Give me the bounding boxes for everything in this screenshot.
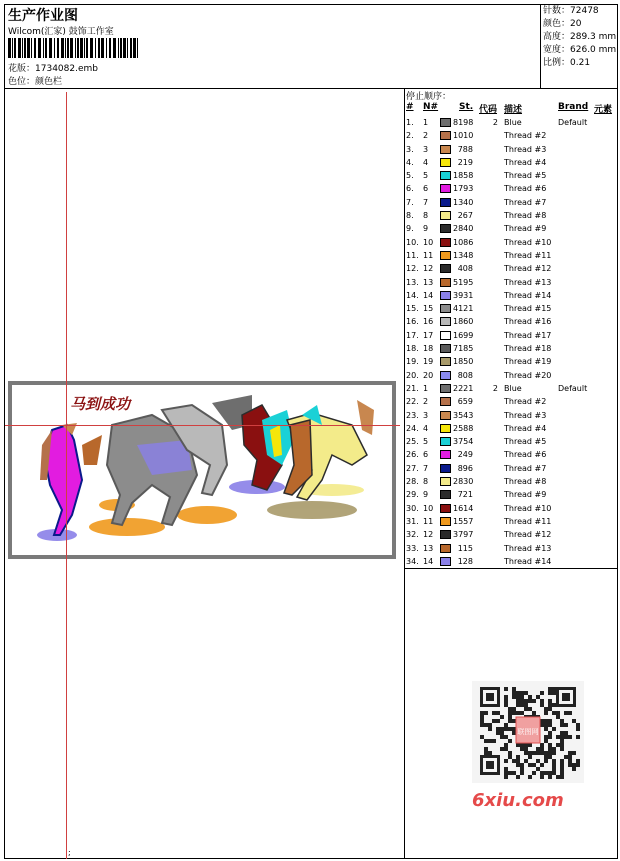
color-swatch — [440, 530, 451, 539]
color-swatch — [440, 278, 451, 287]
header-description: 描述 — [504, 105, 523, 115]
sequence-row — [404, 355, 618, 368]
sequence-row — [404, 502, 618, 515]
sequence-row — [404, 395, 618, 408]
row-description: Thread #8 — [504, 211, 547, 221]
sequence-row — [404, 196, 618, 209]
row-index: 15. — [406, 304, 419, 314]
color-swatch — [440, 544, 451, 553]
row-stitches: 1858 — [453, 171, 474, 181]
stat-stitches: 针数：72478 — [543, 6, 599, 16]
row-index: 26. — [406, 450, 419, 460]
sequence-row — [404, 462, 618, 475]
sequence-row — [404, 169, 618, 182]
row-stitches: 2221 — [453, 383, 474, 393]
row-index: 10. — [406, 237, 419, 247]
color-swatch — [440, 371, 451, 380]
colorway-label: 色位： — [8, 77, 36, 87]
color-swatch — [440, 211, 451, 220]
row-description: Thread #2 — [504, 131, 547, 141]
header-brand: Brand — [558, 102, 589, 112]
sequence-row — [404, 209, 618, 222]
row-code: 2 — [492, 383, 498, 393]
row-index: 4. — [406, 157, 414, 167]
row-description: Thread #6 — [504, 184, 547, 194]
row-stitches: 659 — [457, 397, 473, 407]
row-index: 3. — [406, 144, 414, 154]
row-needle: 6 — [423, 450, 429, 460]
row-stitches: 219 — [457, 157, 473, 167]
sequence-row — [404, 236, 618, 249]
sequence-row — [404, 382, 618, 395]
row-stitches: 1340 — [453, 197, 474, 207]
barcode — [8, 38, 140, 58]
row-index: 25. — [406, 437, 419, 447]
row-needle: 13 — [423, 277, 434, 287]
header-divider — [4, 88, 618, 89]
stop-sequence-title: 停止顺序： — [406, 92, 452, 102]
row-description: Thread #15 — [504, 304, 552, 314]
row-description: Thread #16 — [504, 317, 552, 327]
row-stitches: 788 — [457, 144, 473, 154]
row-stitches: 1086 — [453, 237, 474, 247]
header-needle: N# — [423, 102, 439, 112]
row-stitches: 7185 — [453, 344, 474, 354]
row-stitches: 1699 — [453, 330, 474, 340]
row-stitches: 2830 — [453, 477, 474, 487]
header-element: 元素 — [594, 105, 613, 115]
row-description: Thread #6 — [504, 450, 547, 460]
sequence-row — [404, 143, 618, 156]
row-needle: 4 — [423, 157, 429, 167]
sequence-row — [404, 182, 618, 195]
sequence-row — [404, 369, 618, 382]
sequence-row — [404, 222, 618, 235]
row-description: Thread #7 — [504, 197, 547, 207]
sequence-row — [404, 315, 618, 328]
row-needle: 20 — [423, 370, 434, 380]
color-swatch — [440, 424, 451, 433]
sequence-row — [404, 448, 618, 461]
row-needle: 1 — [423, 118, 429, 127]
color-swatch — [440, 464, 451, 473]
row-stitches: 2840 — [453, 224, 474, 234]
color-swatch — [440, 224, 451, 233]
row-description: Thread #2 — [504, 397, 547, 407]
sequence-row — [404, 342, 618, 355]
row-stitches: 1557 — [453, 516, 474, 526]
qr-stamp: 联图网 — [517, 728, 539, 736]
row-needle: 18 — [423, 344, 434, 354]
row-description: Thread #12 — [504, 530, 552, 540]
row-index: 16. — [406, 317, 419, 327]
row-needle: 10 — [423, 237, 434, 247]
row-index: 18. — [406, 344, 419, 354]
row-index: 11. — [406, 250, 419, 260]
row-index: 30. — [406, 503, 419, 513]
row-needle: 9 — [423, 490, 429, 500]
row-needle: 19 — [423, 357, 434, 367]
stop-sequence-table — [404, 116, 618, 568]
color-swatch — [440, 238, 451, 247]
row-index: 23. — [406, 410, 419, 420]
color-swatch — [440, 198, 451, 207]
sequence-row — [404, 129, 618, 142]
row-needle: 16 — [423, 317, 434, 327]
row-description: Thread #8 — [504, 477, 547, 487]
sequence-row — [404, 329, 618, 342]
sequence-bottom-divider — [404, 568, 618, 569]
header-index: # — [406, 102, 414, 112]
sequence-row — [404, 488, 618, 501]
sequence-row — [404, 262, 618, 275]
row-description: Thread #10 — [504, 237, 552, 247]
row-description: Thread #4 — [504, 157, 547, 167]
colorway-value: 颜色栏 — [35, 77, 63, 87]
row-description: Thread #4 — [504, 423, 547, 433]
center-guide-horizontal — [5, 425, 400, 426]
color-swatch — [440, 264, 451, 273]
row-stitches: 8198 — [453, 118, 474, 127]
row-needle: 7 — [423, 197, 429, 207]
color-swatch — [440, 145, 451, 154]
color-swatch — [440, 397, 451, 406]
color-swatch — [440, 317, 451, 326]
row-description: Blue — [504, 383, 522, 393]
row-stitches: 1860 — [453, 317, 474, 327]
row-index: 31. — [406, 516, 419, 526]
row-index: 12. — [406, 264, 419, 274]
color-swatch — [440, 557, 451, 566]
company-name: Wilcom(汇家) 鼓饰工作室 — [8, 27, 114, 37]
row-stitches: 249 — [457, 450, 473, 460]
row-index: 21. — [406, 383, 419, 393]
color-swatch — [440, 118, 451, 127]
row-stitches: 3931 — [453, 290, 474, 300]
row-needle: 6 — [423, 184, 429, 194]
color-swatch — [440, 304, 451, 313]
qr-code — [472, 681, 584, 783]
stat-height: 高度：289.3 mm — [543, 32, 617, 42]
row-description: Thread #17 — [504, 330, 552, 340]
row-stitches: 1348 — [453, 250, 474, 260]
row-needle: 14 — [423, 556, 434, 566]
row-index: 19. — [406, 357, 419, 367]
row-description: Thread #9 — [504, 224, 547, 234]
stat-scale: 比例：0.21 — [543, 58, 591, 68]
row-description: Thread #5 — [504, 171, 547, 181]
row-index: 28. — [406, 477, 419, 487]
row-stitches: 808 — [457, 370, 473, 380]
sequence-row — [404, 249, 618, 262]
color-swatch — [440, 504, 451, 513]
row-index: 27. — [406, 463, 419, 473]
row-index: 24. — [406, 423, 419, 433]
color-swatch — [440, 291, 451, 300]
row-needle: 8 — [423, 477, 429, 487]
row-index: 5. — [406, 171, 414, 181]
color-swatch — [440, 437, 451, 446]
color-swatch — [440, 331, 451, 340]
color-swatch — [440, 344, 451, 353]
sequence-row — [404, 555, 618, 568]
row-index: 13. — [406, 277, 419, 287]
row-needle: 14 — [423, 290, 434, 300]
row-needle: 15 — [423, 304, 434, 314]
color-swatch — [440, 184, 451, 193]
row-index: 32. — [406, 530, 419, 540]
row-description: Thread #13 — [504, 277, 552, 287]
design-caption: 马到成功 — [70, 395, 131, 413]
sequence-row — [404, 156, 618, 169]
design-file-value: 1734082.emb — [35, 64, 98, 74]
row-index: 17. — [406, 330, 419, 340]
row-needle: 5 — [423, 171, 429, 181]
color-swatch — [440, 490, 451, 499]
row-stitches: 3797 — [453, 530, 474, 540]
row-description: Thread #3 — [504, 410, 547, 420]
sequence-row — [404, 515, 618, 528]
header-code: 代码 — [479, 105, 498, 115]
row-needle: 11 — [423, 516, 434, 526]
row-index: 2. — [406, 131, 414, 141]
row-stitches: 4121 — [453, 304, 474, 314]
sequence-row — [404, 302, 618, 315]
row-description: Thread #18 — [504, 344, 552, 354]
color-swatch — [440, 477, 451, 486]
row-description: Thread #19 — [504, 357, 552, 367]
row-needle: 1 — [423, 383, 429, 393]
row-description: Thread #5 — [504, 437, 547, 447]
color-swatch — [440, 450, 451, 459]
row-description: Thread #20 — [504, 370, 552, 380]
row-stitches: 896 — [457, 463, 473, 473]
row-needle: 3 — [423, 144, 429, 154]
design-stats — [543, 5, 616, 70]
row-stitches: 3543 — [453, 410, 474, 420]
watermark-site: 6xiu.com — [472, 790, 564, 811]
row-needle: 13 — [423, 543, 434, 553]
row-description: Thread #13 — [504, 543, 552, 553]
row-description: Thread #11 — [504, 516, 552, 526]
row-index: 34. — [406, 556, 419, 566]
sequence-row — [404, 422, 618, 435]
sequence-row — [404, 542, 618, 555]
row-description: Blue — [504, 118, 522, 127]
row-stitches: 1010 — [453, 131, 474, 141]
color-swatch — [440, 251, 451, 260]
row-needle: 2 — [423, 131, 429, 141]
row-index: 14. — [406, 290, 419, 300]
row-description: Thread #14 — [504, 556, 552, 566]
sequence-row — [404, 475, 618, 488]
page-title: 生产作业图 — [8, 8, 78, 24]
row-stitches: 3754 — [453, 437, 474, 447]
row-needle: 5 — [423, 437, 429, 447]
row-needle: 17 — [423, 330, 434, 340]
row-stitches: 1850 — [453, 357, 474, 367]
row-index: 9. — [406, 224, 414, 234]
header-divider-vertical — [540, 4, 541, 89]
row-stitches: 267 — [457, 211, 473, 221]
row-index: 33. — [406, 543, 419, 553]
row-index: 20. — [406, 370, 419, 380]
row-stitches: 128 — [457, 556, 473, 566]
row-brand: Default — [558, 383, 588, 393]
design-file-label: 花版： — [8, 64, 36, 74]
color-swatch — [440, 357, 451, 366]
row-index: 7. — [406, 197, 414, 207]
row-needle: 12 — [423, 530, 434, 540]
row-code: 2 — [492, 118, 498, 127]
row-stitches: 1614 — [453, 503, 474, 513]
embroidery-artwork — [12, 385, 392, 555]
color-swatch — [440, 384, 451, 393]
row-index: 6. — [406, 184, 414, 194]
row-needle: 11 — [423, 250, 434, 260]
row-stitches: 115 — [457, 543, 473, 553]
sequence-row — [404, 528, 618, 541]
row-index: 8. — [406, 211, 414, 221]
row-needle: 3 — [423, 410, 429, 420]
color-swatch — [440, 158, 451, 167]
row-description: Thread #7 — [504, 463, 547, 473]
row-stitches: 721 — [457, 490, 473, 500]
row-needle: 2 — [423, 397, 429, 407]
sequence-row — [404, 276, 618, 289]
color-swatch — [440, 131, 451, 140]
stat-colors: 颜色：20 — [543, 19, 582, 29]
row-stitches: 1793 — [453, 184, 474, 194]
row-brand: Default — [558, 118, 588, 127]
colorway-line — [8, 74, 62, 87]
sequence-row — [404, 435, 618, 448]
row-needle: 7 — [423, 463, 429, 473]
row-index: 29. — [406, 490, 419, 500]
sequence-row — [404, 289, 618, 302]
header-stitches: St. — [459, 102, 474, 112]
color-swatch — [440, 411, 451, 420]
row-needle: 10 — [423, 503, 434, 513]
row-needle: 8 — [423, 211, 429, 221]
sequence-row — [404, 116, 618, 129]
footer-mark: ; — [68, 848, 71, 857]
row-description: Thread #11 — [504, 250, 552, 260]
row-stitches: 2588 — [453, 423, 474, 433]
color-swatch — [440, 517, 451, 526]
row-needle: 12 — [423, 264, 434, 274]
color-swatch — [440, 171, 451, 180]
sequence-row — [404, 409, 618, 422]
row-needle: 9 — [423, 224, 429, 234]
center-guide-vertical — [66, 92, 67, 859]
row-stitches: 408 — [457, 264, 473, 274]
row-description: Thread #14 — [504, 290, 552, 300]
row-stitches: 5195 — [453, 277, 474, 287]
stat-width: 宽度：626.0 mm — [543, 45, 617, 55]
row-index: 1. — [406, 118, 414, 127]
row-index: 22. — [406, 397, 419, 407]
row-description: Thread #12 — [504, 264, 552, 274]
row-description: Thread #3 — [504, 144, 547, 154]
row-description: Thread #9 — [504, 490, 547, 500]
design-file-line — [8, 61, 98, 74]
row-needle: 4 — [423, 423, 429, 433]
row-description: Thread #10 — [504, 503, 552, 513]
